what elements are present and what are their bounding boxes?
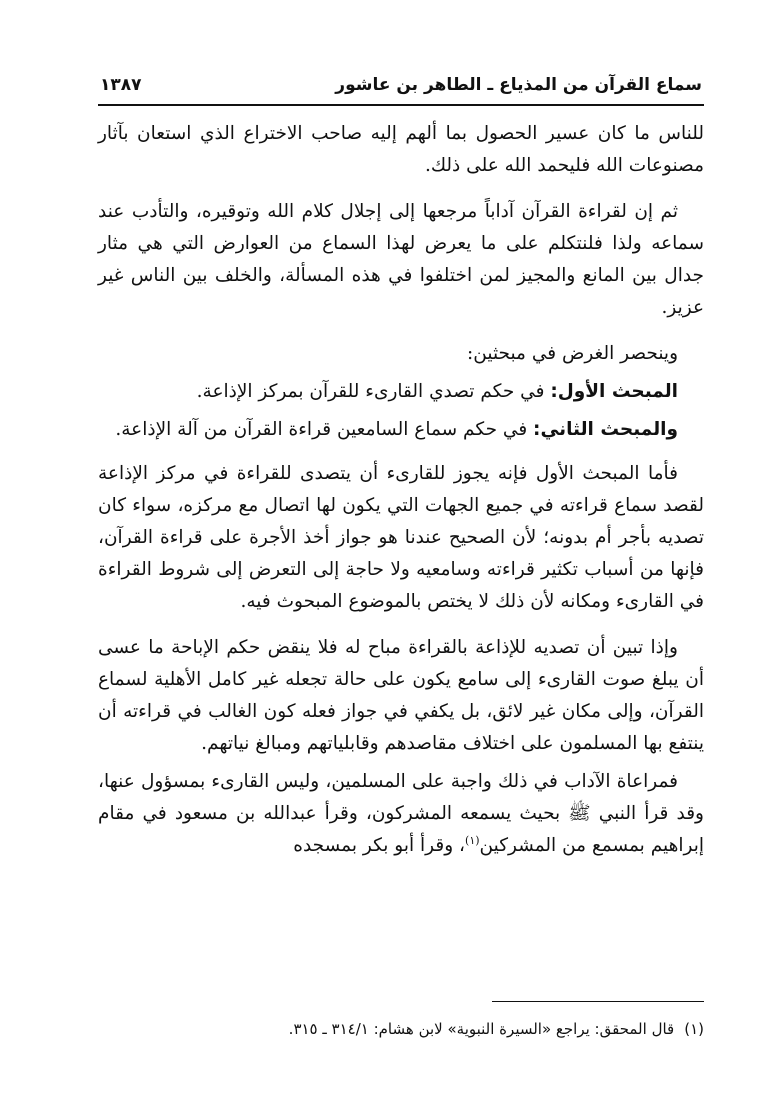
section-1	[98, 376, 704, 408]
paragraph-4: فأما المبحث الأول فإنه يجوز للقارىء أن يتصدى للقراءة في مركز الإذاعة لقصد سماع قراءته في جميع الجهات التي يكون لها اتصال مع مركزه، سواء كان تصديه بأجر أم بدونه؛ لأن الصحيح عندنا هو جواز أخذ الأجرة على قراءة القرآن، فإنها من أسباب تكثير قراءته وسامعيه ولا حاجة إلى التعرض إلى شروط القراءة في القارىء ومكانه لأن ذلك لا يختص بالموضوع المبحوث فيه.	[98, 463, 704, 612]
footnote-reference[interactable]: (١)	[465, 833, 480, 847]
paragraph-6-part-1: فمراعاة الآداب في ذلك واجبة على المسلمين، وليس القارىء بمسؤول عنها، وقد قرأ النبي ﷺ بحيث يسمعه المشركون، وقرأ عبدالله بن مسعود في مقام إبراهيم بمسمع من المشركين	[98, 771, 704, 856]
document-page	[98, 58, 704, 1058]
footnote	[98, 1018, 704, 1040]
page-header	[98, 58, 704, 106]
paragraph-6	[98, 766, 704, 862]
section-2-label: والمبحث الثاني:	[533, 419, 678, 440]
footnote-separator	[492, 1001, 704, 1002]
paragraph-1: للناس ما كان عسير الحصول بما ألهم إليه صاحب الاختراع الذي استعان بآثار مصنوعات الله فليحمد الله على ذلك.	[98, 123, 704, 176]
section-2	[98, 414, 704, 446]
section-2-text: في حكم سماع السامعين قراءة القرآن من آلة الإذاعة.	[115, 419, 534, 440]
paragraph-5: وإذا تبين أن تصديه للإذاعة بالقراءة مباح له فلا ينقض حكم الإباحة ما عسى أن يبلغ صوت القارىء إلى سامع يكون على حالة تجعله غير كامل الأهلية لسماع القرآن، وإلى مكان غير لائق، بل يكفي في جواز فعله كون الغالب في قراءته أن ينتفع بها المسلمون على اختلاف مقاصدهم وقابلياتهم ومبالغ نياتهم.	[98, 637, 704, 754]
section-1-text: في حكم تصدي القارىء للقرآن بمركز الإذاعة.	[196, 381, 551, 402]
paragraph-3: وينحصر الغرض في مبحثين:	[467, 343, 678, 364]
footnote-number: (١)	[684, 1020, 704, 1038]
footnote-text: قال المحقق: يراجع «السيرة النبوية» لابن هشام: ٣١٤/١ ـ ٣١٥.	[288, 1020, 675, 1038]
page-number: ١٣٨٧	[100, 75, 142, 95]
paragraph-6-part-2: ، وقرأ أبو بكر بمسجده	[293, 835, 466, 856]
body-text	[98, 118, 704, 862]
section-1-label: المبحث الأول:	[550, 381, 678, 402]
running-title: سماع القرآن من المذياع ـ الطاهر بن عاشور	[335, 75, 702, 95]
paragraph-2: ثم إن لقراءة القرآن آداباً مرجعها إلى إجلال كلام الله وتوقيره، والتأدب عند سماعه ولذا فلنتكلم على ما يعرض لهذا السماع من العوارض التي هي مثار جدال بين المانع والمجيز لمن اختلفوا في هذه المسألة، والخلف بين الناس غير عزيز.	[98, 201, 704, 318]
